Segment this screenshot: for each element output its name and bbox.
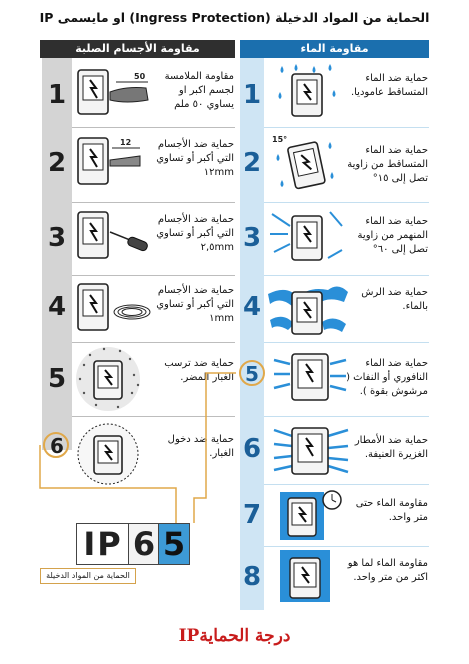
- solid-level-2-text: حماية ضد الأجسام التي أكبر أو تساوي ١٢mm: [156, 139, 234, 178]
- solid-level-1-text: مقاومة الملامسة لجسم اكبر او يساوي ٥٠ ملم: [164, 71, 234, 110]
- water-level-5-text: حماية ضد الماء النافوري أو النفاث ( مرشوش بقوة ).: [346, 358, 428, 397]
- water-level-7-number: 7: [242, 500, 262, 530]
- water-level-6-text: حماية ضد الأمطار الغزيرة العنيفة.: [354, 435, 428, 460]
- ip-letters: IP: [76, 523, 130, 565]
- ip-first-digit: 6: [128, 523, 160, 565]
- water-level-2-number: 2: [242, 148, 262, 178]
- water-level-3-text: حماية ضد الماء المنهمر من زاوية تصل إلى ٦٠°: [357, 216, 428, 255]
- water-level-3-number: 3: [242, 223, 262, 253]
- solid-2-size-label: 12: [120, 138, 132, 147]
- solid-level-5-text: حماية ضد ترسب الغبار المضر.: [164, 358, 234, 383]
- solid-level-6-text: حماية ضد دخول الغبار.: [167, 434, 234, 459]
- solid-level-6-number: 6: [50, 434, 64, 458]
- ip-second-digit: 5: [158, 523, 190, 565]
- solid-level-4-text: حماية ضد الأجسام التي أكبر أو تساوي ١mm: [156, 285, 234, 324]
- solid-level-3-text: حماية ضد الأجسام التي أكبر أو تساوي ٢,٥mm: [156, 214, 234, 253]
- water-level-5-number: 5: [245, 362, 259, 386]
- solid-level-4-number: 4: [47, 292, 67, 322]
- water-level-1-text: حماية ضد الماء المتساقط عاموديا.: [350, 73, 428, 98]
- solid-level-5-number: 5: [47, 364, 67, 394]
- water-level-8-text: مقاومة الماء لما هو اكثر من متر واحد.: [347, 558, 428, 583]
- solid-objects-header: مقاومة الأجسام الصلبة: [40, 40, 235, 58]
- solid-level-3-number: 3: [47, 223, 67, 253]
- water-level-8-number: 8: [242, 562, 262, 592]
- bottom-title: درجة الحمايةIP: [178, 626, 291, 646]
- water-2-angle-label: 15°: [272, 135, 288, 144]
- water-level-4-number: 4: [242, 292, 262, 322]
- water-header: مقاومة الماء: [240, 40, 429, 58]
- water-level-1-number: 1: [242, 80, 262, 110]
- water-level-6-number: 6: [242, 434, 262, 464]
- water-level-7-text: مقاومة الماء حتى متر واحد.: [355, 498, 428, 523]
- solid-level-2-number: 2: [47, 148, 67, 178]
- page-title: الحماية من المواد الدخيلة (Ingress Protection) او مايسمى IP: [39, 10, 430, 25]
- water-level-4-text: حماية ضد الرش بالماء.: [361, 287, 428, 312]
- solid-level-1-number: 1: [47, 80, 67, 110]
- water-level-2-text: حماية ضد الماء المتساقط من زاوية تصل إلى ١٥°: [347, 145, 428, 184]
- solid-1-size-label: 50: [134, 72, 146, 81]
- ip-caption: الحماية من المواد الدخيلة: [40, 568, 136, 584]
